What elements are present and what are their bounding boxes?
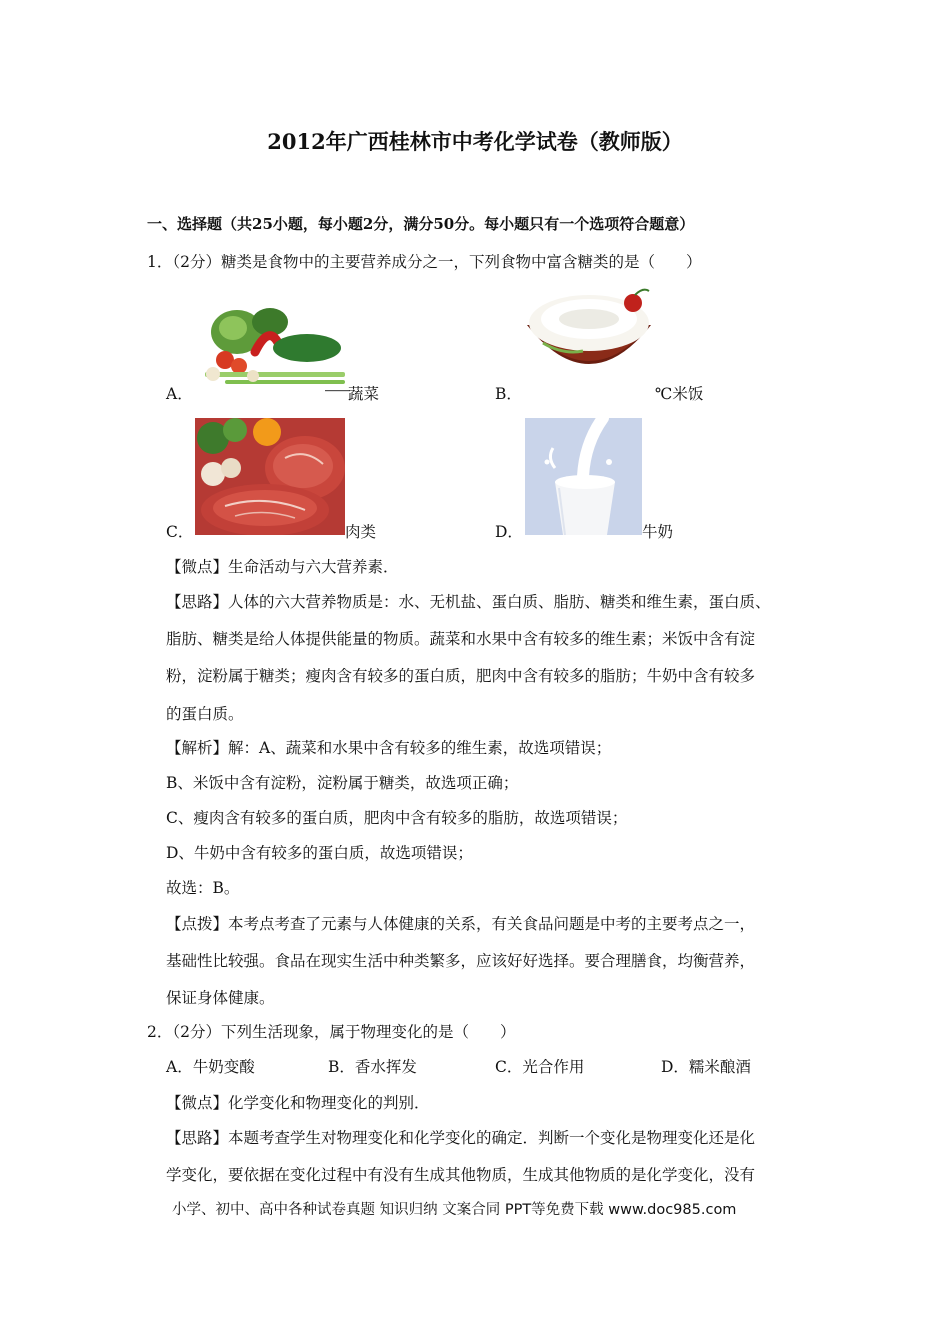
vegetables-image (195, 302, 350, 394)
option-d-label: 牛奶 (642, 523, 674, 541)
q1-dianbo-line-1: 【点拨】本考点考查了元素与人体健康的关系，有关食品问题是中考的主要考点之一， (166, 915, 756, 933)
q1-silu-line-4: 的蛋白质。 (166, 705, 244, 723)
option-c-letter: C． (166, 523, 194, 541)
question-2-stem: 2．（2分）下列生活现象，属于物理变化的是（ ） (147, 1023, 516, 1041)
question-1-stem: 1．（2分）糖类是食物中的主要营养成分之一，下列食物中富含糖类的是（ ） (147, 253, 702, 271)
option-a-label: 蔬菜 (348, 385, 380, 403)
page-footer: 小学、初中、高中各种试卷真题 知识归纳 文案合同 PPT等免费下载 www.doc985.com (172, 1202, 737, 1218)
q2-option-a: A．牛奶变酸 (166, 1058, 255, 1076)
q2-option-b: B．香水挥发 (328, 1058, 417, 1076)
option-b-letter: B． (495, 385, 522, 403)
q2-option-d: D．糯米酿酒 (661, 1058, 751, 1076)
q2-silu-line-1: 【思路】本题考查学生对物理变化和化学变化的确定．判断一个变化是物理变化还是化 (166, 1129, 756, 1147)
q1-silu-line-2: 脂肪、糖类是给人体提供能量的物质。蔬菜和水果中含有较多的维生素；米饭中含有淀 (166, 630, 756, 648)
q1-jiexi-line-3: C、瘦肉含有较多的蛋白质，肥肉中含有较多的脂肪，故选项错误； (166, 809, 628, 827)
q1-jiexi-line-2: B、米饭中含有淀粉，淀粉属于糖类，故选项正确； (166, 774, 519, 792)
rice-bowl-image (523, 285, 655, 393)
option-a-letter: A． (166, 385, 193, 403)
option-c-label: 肉类 (345, 523, 377, 541)
milk-image (525, 418, 642, 535)
document-title: 2012年广西桂林市中考化学试卷（教师版） (267, 129, 683, 154)
q1-jiexi-line-1: 【解析】解：A、蔬菜和水果中含有较多的维生素，故选项错误； (166, 739, 612, 757)
q1-jiexi-line-4: D、牛奶中含有较多的蛋白质，故选项错误； (166, 844, 473, 862)
q2-option-c: C．光合作用 (495, 1058, 585, 1076)
q1-dianbo-line-2: 基础性比较强。食品在现实生活中种类繁多，应该好好选择。要合理膳食，均衡营养， (166, 952, 756, 970)
q1-dianbo-line-3: 保证身体健康。 (166, 989, 275, 1007)
q2-silu-line-2: 学变化，要依据在变化过程中有没有生成其他物质，生成其他物质的是化学变化，没有 (166, 1166, 756, 1184)
q1-jiexi-line-5: 故选：B。 (166, 879, 240, 897)
q1-silu-line-3: 粉，淀粉属于糖类；瘦肉含有较多的蛋白质，肥肉中含有较多的脂肪；牛奶中含有较多 (166, 667, 756, 685)
option-d-letter: D． (495, 523, 523, 541)
q2-weidian: 【微点】化学变化和物理变化的判别． (166, 1094, 430, 1112)
q1-weidian: 【微点】生命活动与六大营养素． (166, 558, 399, 576)
option-b-label: ℃米饭 (655, 385, 704, 403)
q1-silu-line-1: 【思路】人体的六大营养物质是：水、无机盐、蛋白质、脂肪、糖类和维生素，蛋白质、 (166, 593, 771, 611)
meat-image (195, 418, 345, 535)
section-heading: 一、选择题（共25小题，每小题2分，满分50分。每小题只有一个选项符合题意） (147, 215, 695, 233)
